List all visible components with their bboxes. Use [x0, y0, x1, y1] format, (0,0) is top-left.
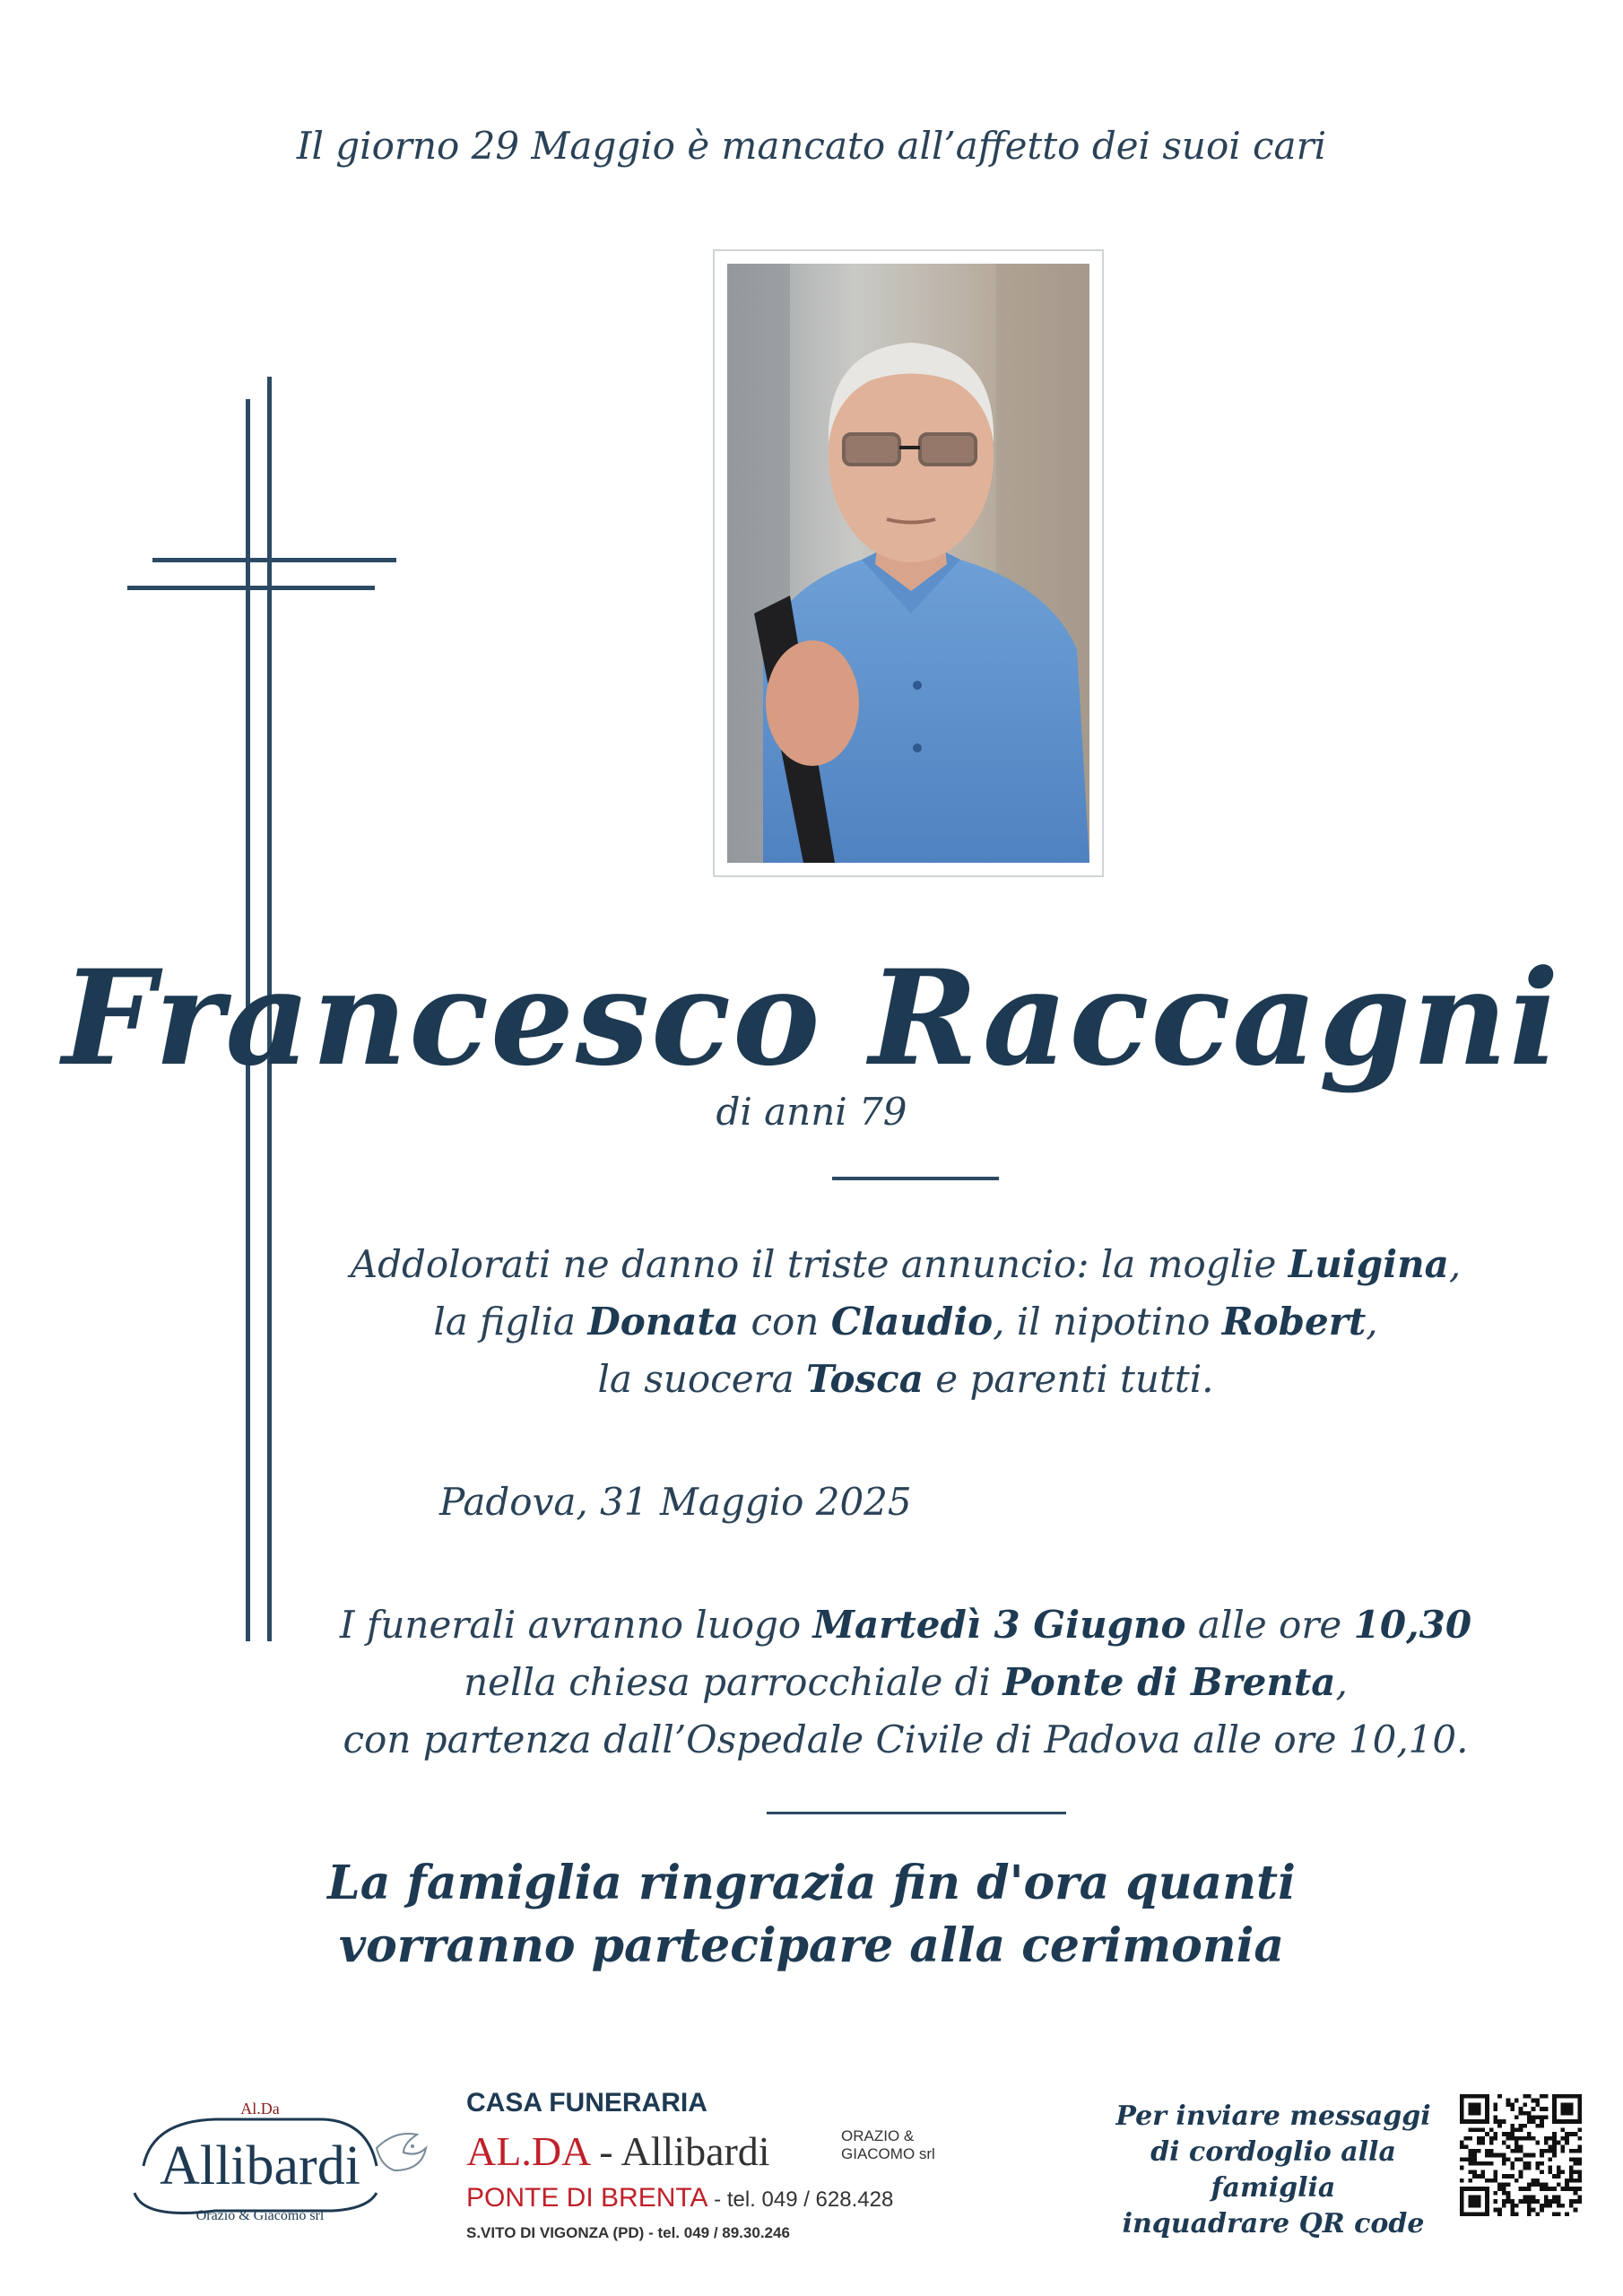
thanks-line-2: vorranno partecipare alla cerimonia: [338, 1918, 1285, 1973]
place-date: Padova, 31 Maggio 2025: [439, 1480, 912, 1524]
thanks-text: [0, 1852, 1623, 1978]
deceased-age: di anni 79: [716, 1090, 907, 1134]
logo-top-text: Al.Da: [240, 2100, 280, 2118]
logo-name-text: Allibardi: [160, 2135, 360, 2196]
funeral-line-2: nella chiesa parrocchiale di Ponte di Brenta,: [464, 1660, 1348, 1704]
intro-text: Il giorno 29 Maggio è mancato all’affetto dei suoi cari: [296, 124, 1327, 168]
cross-horizontal-top: [152, 558, 396, 562]
allibardi-logo: [108, 2094, 430, 2229]
thanks-line-1: La famiglia ringrazia fin d'ora quanti: [327, 1856, 1296, 1910]
funeral-home-svito-contact: S.VITO DI VIGONZA (PD) - tel. 049 / 89.30.246: [466, 2224, 790, 2241]
divider-long: [767, 1812, 1066, 1814]
funeral-home-owners: ORAZIO & GIACOMO srl: [841, 2127, 935, 2162]
funeral-home-ponte-contact: PONTE DI BRENTA - tel. 049 / 628.428: [466, 2183, 894, 2213]
qr-code[interactable]: [1460, 2094, 1582, 2216]
funeral-line-1: I funerali avranno luogo Martedì 3 Giugno alle ore 10,30: [339, 1603, 1472, 1647]
portrait-frame: [713, 249, 1104, 877]
funeral-home-label: CASA FUNERARIA: [466, 2088, 707, 2118]
divider-short: [832, 1177, 999, 1180]
qr-instructions: Per inviare messaggi di cordoglio alla famiglia inquadrare QR code: [1115, 2100, 1431, 2239]
deceased-name: Francesco Raccagni: [62, 942, 1561, 1095]
announcement-line-3: la suocera Tosca e parenti tutti.: [597, 1357, 1214, 1401]
announcement-line-2: la figlia Donata con Claudio, il nipotino Robert,: [433, 1300, 1378, 1344]
funeral-line-3: con partenza dall’Ospedale Civile di Padova alle ore 10,10.: [343, 1718, 1469, 1761]
portrait-photo: [727, 264, 1089, 863]
announcement-line-1: Addolorati ne danno il triste annuncio: la moglie Luigina,: [350, 1242, 1462, 1286]
logo-sub-text: Orazio & Giacomo srl: [195, 2208, 325, 2223]
funeral-details: [269, 1596, 1542, 1769]
funeral-home-name: AL.DA - Allibardi: [466, 2128, 770, 2174]
dove-icon: [377, 2134, 426, 2170]
announcement-text: [269, 1236, 1542, 1408]
cross-horizontal-bottom: [127, 586, 375, 590]
